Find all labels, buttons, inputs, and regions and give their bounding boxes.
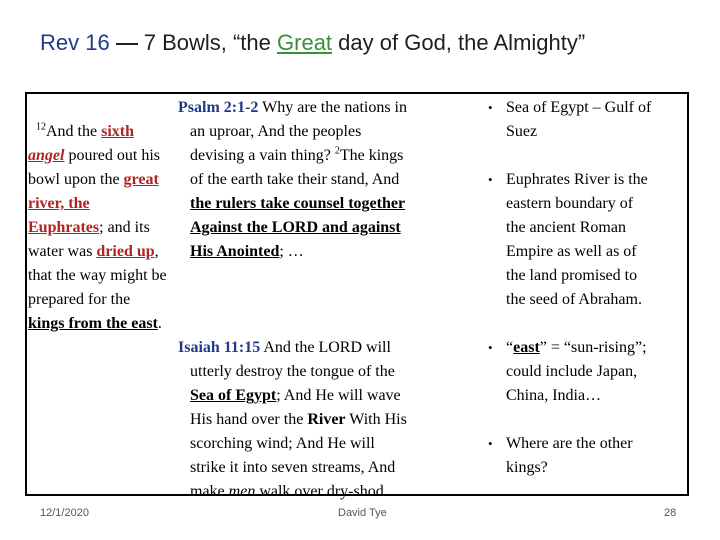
footer-author: David Tye	[338, 507, 387, 519]
bullet-icon: •	[488, 436, 493, 451]
footer-page-number: 28	[664, 507, 677, 519]
isaiah-text: His hand over the	[190, 411, 304, 428]
note-text: China, India…	[506, 387, 602, 404]
note-item	[488, 336, 698, 408]
isaiah-text: ; And He will wave	[276, 387, 401, 404]
isaiah-text: With His	[349, 411, 407, 428]
note-text: Euphrates River is the	[506, 171, 648, 188]
bullet-icon: •	[488, 100, 493, 115]
lord-smallcaps: ORD	[328, 339, 363, 356]
note-text: Empire as well as of	[506, 243, 637, 260]
note-text: the seed of Abraham.	[506, 291, 642, 308]
psalm-line	[178, 240, 468, 264]
title-highlight: Great	[277, 30, 333, 55]
sea-of-egypt-phrase: Sea of Egypt	[190, 387, 277, 404]
psalm-text: ; …	[279, 243, 304, 260]
note-text: “	[506, 339, 514, 356]
title-ref: Rev 16	[40, 30, 110, 55]
note-text: kings?	[506, 459, 548, 476]
note-text: could include Japan,	[506, 363, 638, 380]
note-text: Where are the other	[506, 435, 633, 452]
lord-smallcaps: ORD	[282, 219, 319, 236]
psalm-line	[178, 96, 468, 120]
isaiah-line	[178, 384, 468, 408]
note-text: eastern boundary of	[506, 195, 634, 212]
note-text: ” = “sun-rising”;	[539, 339, 647, 356]
angel-word: angel	[28, 147, 65, 164]
note-item	[488, 432, 698, 480]
cross-references	[178, 96, 468, 504]
verse-text: And the	[46, 123, 98, 140]
notes-list	[488, 96, 698, 480]
men-word: men	[228, 483, 256, 500]
note-text: Suez	[506, 123, 538, 140]
psalm-line: an uproar, And the peoples	[190, 123, 362, 140]
isaiah-line: utterly destroy the tongue of the	[190, 363, 395, 380]
isaiah-text: walk over dry-shod.	[259, 483, 388, 500]
note-text: Sea of Egypt – Gulf of	[506, 99, 652, 116]
slide-title	[40, 30, 710, 56]
dried-up-phrase: dried up	[96, 243, 155, 260]
great-river-phrase: great river, the Euphrates	[28, 171, 159, 236]
verse-text: .	[157, 315, 162, 332]
isaiah-text: will	[366, 339, 391, 356]
footer-date: 12/1/2020	[40, 507, 89, 519]
verse-number: 2	[334, 145, 340, 157]
psalm-line: of the earth take their stand, And	[190, 171, 400, 188]
psalm-line	[178, 216, 468, 240]
sixth-word: sixth	[101, 123, 135, 140]
bullet-icon: •	[488, 340, 493, 355]
anointed-phrase: His Anointed	[190, 243, 280, 260]
psalm-text: Against the L	[190, 219, 283, 236]
isaiah-text: And the L	[263, 339, 329, 356]
isaiah-line	[178, 336, 468, 360]
isaiah-line	[178, 480, 468, 504]
note-text: the ancient Roman	[506, 219, 626, 236]
verse-text: poured out his bowl upon the	[28, 147, 160, 188]
psalm-text: Why are the nations in	[262, 99, 407, 116]
psalm-text: The kings	[339, 147, 404, 164]
revelation-verse	[28, 120, 168, 336]
isaiah-reference: Isaiah 11:15	[178, 339, 261, 356]
verse-text: ; and its water was	[28, 219, 150, 260]
east-word: east	[513, 339, 540, 356]
isaiah-text: make	[190, 483, 225, 500]
title-text-end: day of God, the Almighty”	[338, 30, 586, 55]
note-item	[488, 96, 698, 144]
psalm-reference: Psalm 2:1-2	[178, 99, 259, 116]
verse-text: , that the way might be prepared for the	[28, 243, 167, 308]
kings-east-phrase: kings from the east	[28, 315, 158, 332]
note-item	[488, 168, 698, 312]
psalm-line: the rulers take counsel together	[190, 195, 406, 212]
psalm-text: devising a vain thing?	[190, 147, 331, 164]
isaiah-line: strike it into seven streams, And	[190, 459, 396, 476]
isaiah-line: scorching wind; And He will	[190, 435, 375, 452]
title-dash	[116, 43, 138, 45]
isaiah-line	[178, 408, 468, 432]
verse-number: 12	[36, 121, 46, 133]
psalm-text: and against	[322, 219, 401, 236]
note-text: the land promised to	[506, 267, 638, 284]
title-text: 7 Bowls, “the	[143, 30, 271, 55]
psalm-line	[178, 144, 468, 168]
river-word: River	[307, 411, 346, 428]
bullet-icon: •	[488, 172, 493, 187]
